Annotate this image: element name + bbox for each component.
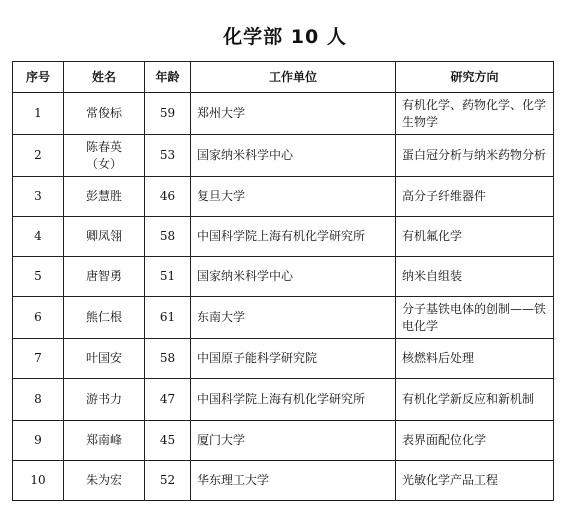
table-row xyxy=(13,217,554,257)
cell-unit: 国家纳米科学中心 xyxy=(191,135,396,177)
cell-unit: 中国科学院上海有机化学研究所 xyxy=(191,217,396,257)
table-row xyxy=(13,339,554,379)
table-row xyxy=(13,379,554,421)
table-row xyxy=(13,257,554,297)
cell-age: 53 xyxy=(145,135,191,177)
table-row xyxy=(13,177,554,217)
table-header-row xyxy=(13,62,554,93)
table-row xyxy=(13,421,554,461)
cell-unit: 郑州大学 xyxy=(191,93,396,135)
cell-no: 7 xyxy=(13,339,64,379)
cell-age: 51 xyxy=(145,257,191,297)
cell-name: 彭慧胜 xyxy=(64,177,145,217)
column-header-name: 姓名 xyxy=(64,62,145,93)
cell-name: 熊仁根 xyxy=(64,297,145,339)
cell-unit: 中国科学院上海有机化学研究所 xyxy=(191,379,396,421)
cell-age: 61 xyxy=(145,297,191,339)
cell-age: 52 xyxy=(145,461,191,501)
roster-table xyxy=(12,61,554,501)
cell-unit: 东南大学 xyxy=(191,297,396,339)
cell-name: 常俊标 xyxy=(64,93,145,135)
cell-age: 59 xyxy=(145,93,191,135)
cell-age: 58 xyxy=(145,339,191,379)
cell-age: 47 xyxy=(145,379,191,421)
cell-research: 蛋白冠分析与纳米药物分析 xyxy=(396,135,554,177)
cell-unit: 厦门大学 xyxy=(191,421,396,461)
cell-name: 卿凤翎 xyxy=(64,217,145,257)
cell-research: 核燃料后处理 xyxy=(396,339,554,379)
cell-age: 58 xyxy=(145,217,191,257)
column-header-research: 研究方向 xyxy=(396,62,554,93)
cell-name: 郑南峰 xyxy=(64,421,145,461)
cell-no: 8 xyxy=(13,379,64,421)
table-row xyxy=(13,93,554,135)
cell-research: 纳米自组装 xyxy=(396,257,554,297)
column-header-age: 年龄 xyxy=(145,62,191,93)
cell-no: 1 xyxy=(13,93,64,135)
cell-name: 唐智勇 xyxy=(64,257,145,297)
table-row xyxy=(13,461,554,501)
cell-no: 10 xyxy=(13,461,64,501)
cell-name: 游书力 xyxy=(64,379,145,421)
cell-name: 叶国安 xyxy=(64,339,145,379)
cell-unit: 复旦大学 xyxy=(191,177,396,217)
cell-unit: 国家纳米科学中心 xyxy=(191,257,396,297)
page-title: 化学部 10 人 xyxy=(223,26,347,48)
cell-name: 陈春英 （女） xyxy=(64,135,145,177)
cell-unit: 中国原子能科学研究院 xyxy=(191,339,396,379)
cell-research: 光敏化学产品工程 xyxy=(396,461,554,501)
cell-age: 46 xyxy=(145,177,191,217)
cell-no: 4 xyxy=(13,217,64,257)
cell-no: 2 xyxy=(13,135,64,177)
cell-unit: 华东理工大学 xyxy=(191,461,396,501)
cell-research: 高分子纤维器件 xyxy=(396,177,554,217)
cell-no: 3 xyxy=(13,177,64,217)
cell-research: 表界面配位化学 xyxy=(396,421,554,461)
cell-research: 有机化学新反应和新机制 xyxy=(396,379,554,421)
cell-no: 9 xyxy=(13,421,64,461)
cell-research: 有机化学、药物化学、化学生物学 xyxy=(396,93,554,135)
table-row xyxy=(13,135,554,177)
cell-research: 有机氟化学 xyxy=(396,217,554,257)
table-row xyxy=(13,297,554,339)
cell-no: 6 xyxy=(13,297,64,339)
cell-name: 朱为宏 xyxy=(64,461,145,501)
column-header-no: 序号 xyxy=(13,62,64,93)
cell-age: 45 xyxy=(145,421,191,461)
cell-research: 分子基铁电体的创制——铁电化学 xyxy=(396,297,554,339)
column-header-unit: 工作单位 xyxy=(191,62,396,93)
cell-no: 5 xyxy=(13,257,64,297)
